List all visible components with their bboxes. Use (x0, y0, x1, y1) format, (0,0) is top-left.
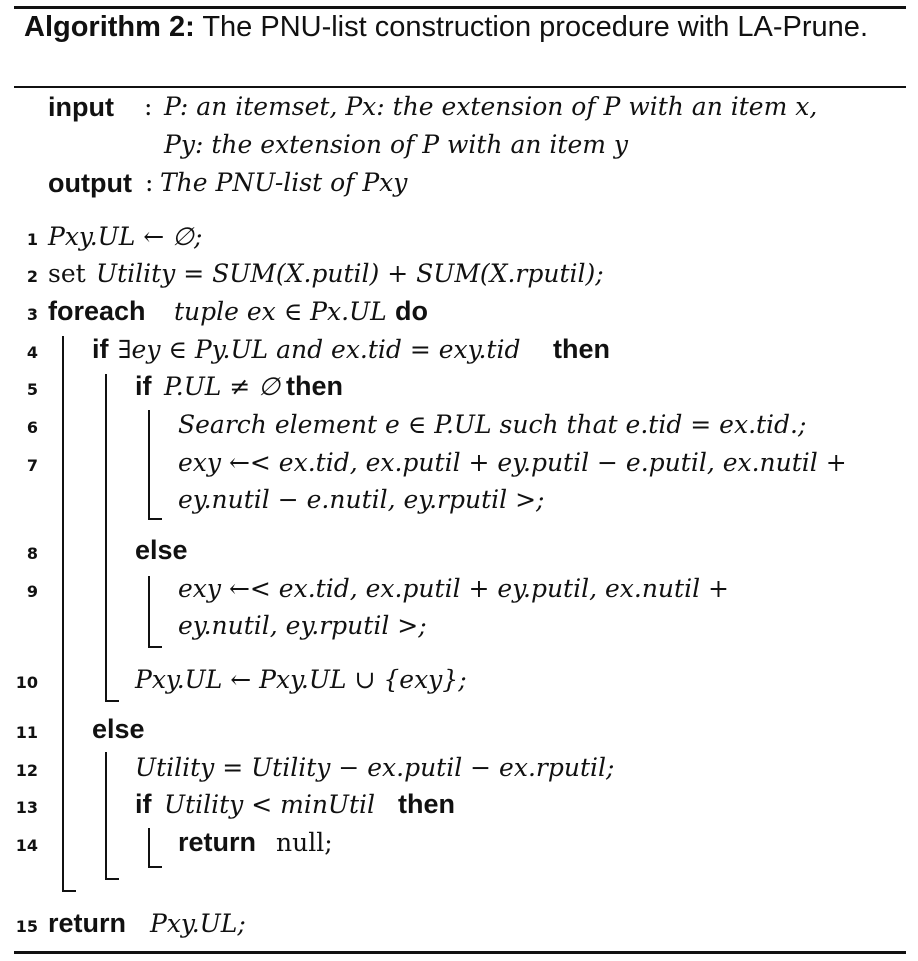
line-keyword-end: then (286, 371, 343, 401)
line-keyword: return (178, 827, 257, 857)
line-number: 12 (15, 761, 38, 780)
line-text: null; (276, 828, 333, 857)
line-keyword: if (135, 371, 152, 401)
line-number: 1 (26, 230, 38, 249)
line-keyword-end: then (398, 789, 455, 819)
caption-rule (14, 86, 906, 88)
output-label: output (48, 168, 132, 198)
line-text: tuple ex ∈ Px.UL (174, 297, 387, 326)
line-text: ∃ey ∈ Py.UL and ex.tid = exy.tid (118, 335, 521, 364)
line-keyword-end: do (395, 296, 428, 326)
line-number: 3 (26, 305, 38, 324)
line-number: 14 (15, 836, 38, 855)
line-text: Utility = Utility − ex.putil − ex.rputil; (135, 753, 615, 782)
line-text: Pxy.UL; (150, 909, 246, 938)
foreach-block-cap (62, 890, 76, 892)
line-keyword: if (92, 334, 109, 364)
line-number: 2 (26, 267, 38, 286)
line-number: 4 (26, 343, 38, 362)
line-text: Utility < minUtil (164, 790, 376, 819)
else-block-bar (105, 752, 107, 880)
line-text: Pxy.UL ← ∅; (48, 222, 203, 251)
return-block-cap (148, 866, 162, 868)
caption-label: Algorithm 2: (24, 11, 195, 43)
input-sep: : (144, 92, 153, 121)
line-text: exy ←< ex.tid, ex.putil + ey.putil − e.putil, ex.nutil + (178, 448, 847, 477)
line-number: 9 (26, 582, 38, 601)
if-block-cap (105, 700, 119, 702)
line-number: 10 (15, 673, 38, 692)
foreach-block-bar (62, 336, 64, 892)
line-text: exy ←< ex.tid, ex.putil + ey.putil, ex.nutil + (178, 574, 729, 603)
else-block-cap (105, 878, 119, 880)
output-sep: : (145, 168, 154, 197)
input-line-1: P: an itemset, Px: the extension of P with an item x, (164, 92, 818, 121)
caption-text: The PNU-list construction procedure with LA-Prune. (202, 11, 868, 43)
line-text-continued: ey.nutil, ey.rputil >; (178, 611, 427, 640)
if-block-bar (105, 374, 107, 702)
line-text: P.UL ≠ ∅ (164, 372, 280, 401)
line-number: 8 (26, 544, 38, 563)
input-line-2: Py: the extension of P with an item y (164, 130, 629, 159)
line-number: 13 (15, 798, 38, 817)
input-label: input (48, 92, 114, 122)
inner-else-block-bar (148, 576, 150, 648)
line-keyword: return (48, 908, 127, 938)
line-keyword: foreach (48, 296, 146, 326)
bottom-rule (14, 951, 906, 954)
inner-if-block-bar (148, 410, 150, 520)
line-number: 5 (26, 380, 38, 399)
line-keyword: else (135, 535, 188, 565)
line-keyword-end: then (553, 334, 610, 364)
line-number: 6 (26, 418, 38, 437)
algorithm-caption (24, 8, 894, 46)
inner-else-block-cap (148, 646, 162, 648)
line-number: 11 (15, 723, 38, 742)
line-keyword: else (92, 714, 145, 744)
line-keyword: set (48, 259, 86, 288)
output-text: The PNU-list of Pxy (160, 168, 408, 197)
line-number: 7 (26, 456, 38, 475)
return-block-bar (148, 828, 150, 868)
inner-if-block-cap (148, 518, 162, 520)
line-text-continued: ey.nutil − e.nutil, ey.rputil >; (178, 485, 545, 514)
line-text: Pxy.UL ← Pxy.UL ∪ {exy}; (135, 665, 467, 694)
line-keyword: if (135, 789, 152, 819)
line-text: Utility = SUM(X.putil) + SUM(X.rputil); (96, 259, 604, 288)
line-number: 15 (15, 917, 38, 936)
line-text: Search element e ∈ P.UL such that e.tid = ex.tid.; (178, 410, 807, 439)
